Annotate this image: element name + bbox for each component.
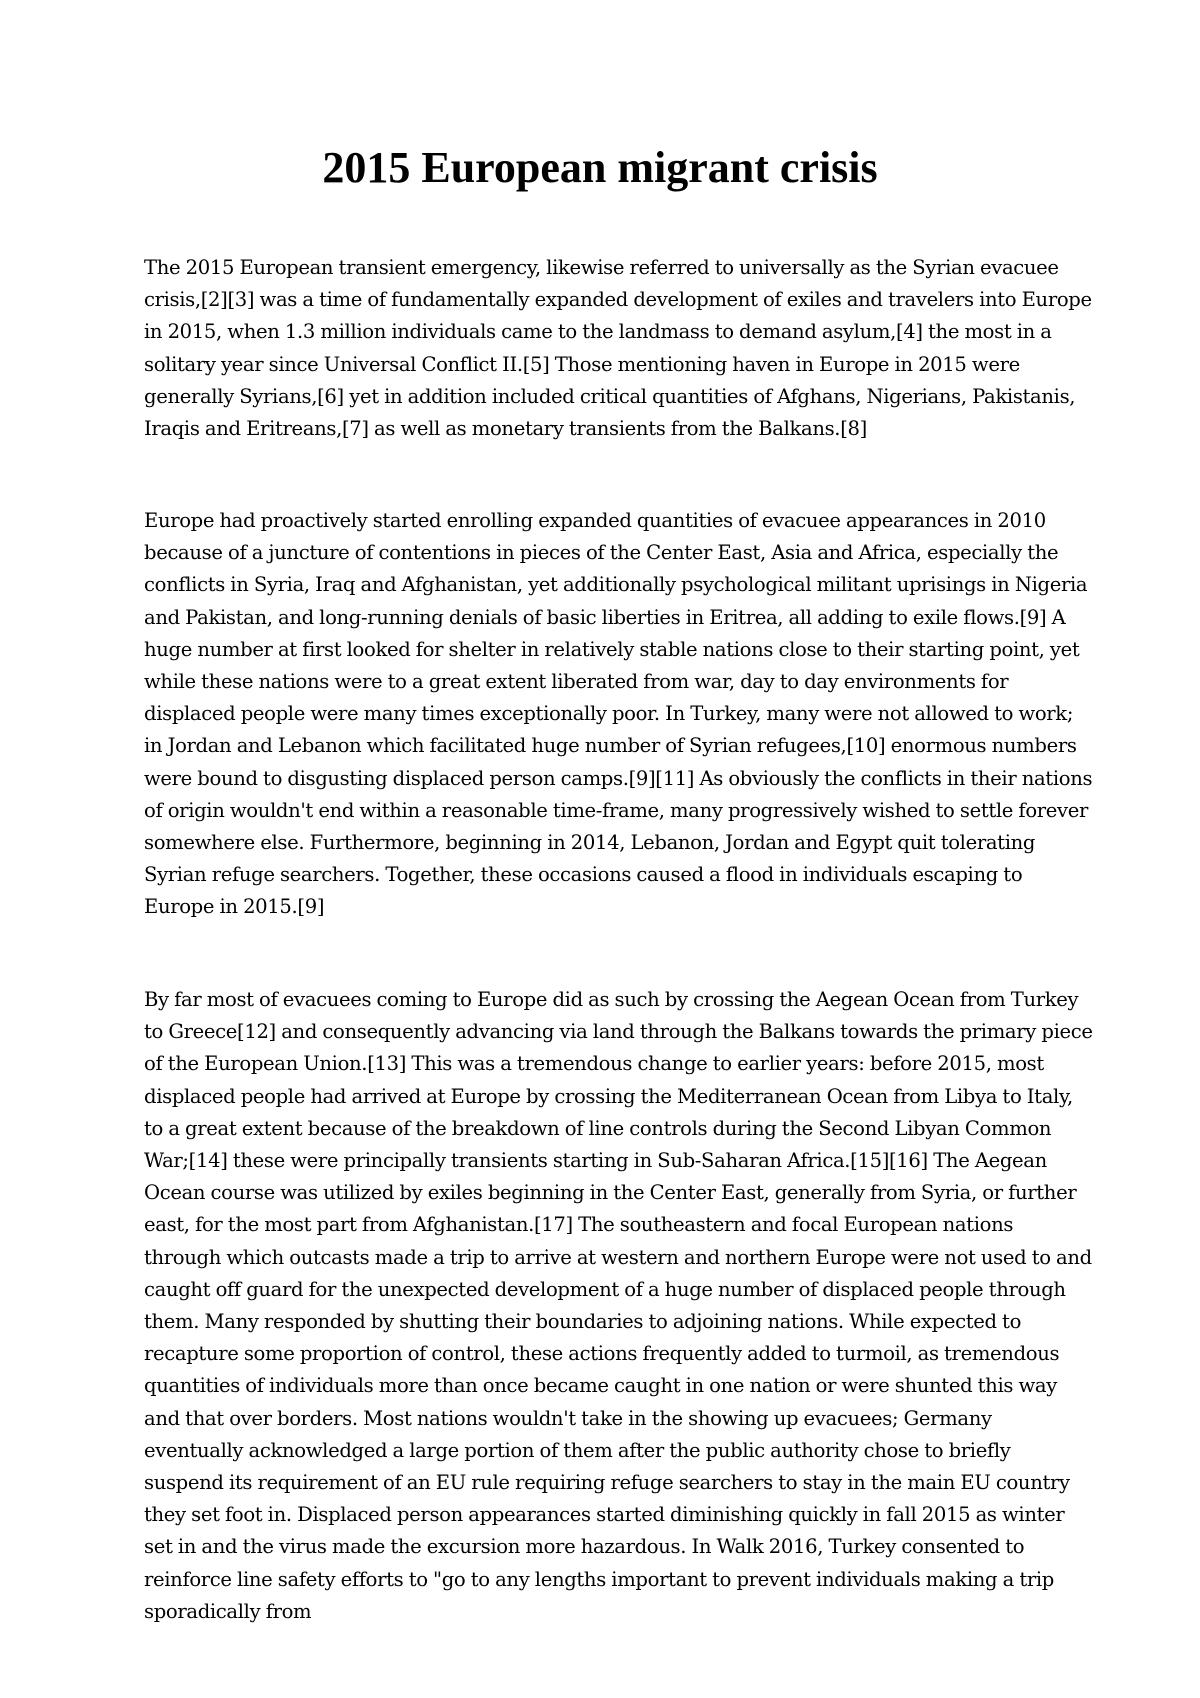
paragraph-2: Europe had proactively started enrolling expanded quantities of evacuee appearances in 2010 because of a juncture of contentions in pieces of the Center East, Asia and Africa, especially the conflicts in Syria, Iraq and Afghanistan, yet additionally psychological militant uprisings in Nigeria and Pakistan, and long-running denials of basic liberties in Eritrea, all adding to exile flows.[9] A huge number at first looked for shelter in relatively stable nations close to their starting point, yet while these nations were to a great extent liberated from war, day to day environments for displaced people were many times exceptionally poor. In Turkey, many were not allowed to work; in Jordan and Lebanon which facilitated huge number of Syrian refugees,[10] enormous numbers were bound to disgusting displaced person camps.[9][11] As obviously the conflicts in their nations of origin wouldn't end within a reasonable time-frame, many progressively wished to settle forever somewhere else. Furthermore, beginning in 2014, Lebanon, Jordan and Egypt quit tolerating Syrian refuge searchers. Together, these occasions caused a flood in individuals escaping to Europe in 2015.[9] (144, 509, 1093, 919)
paragraph-1: The 2015 European transient emergency, likewise referred to universally as the Syrian evacuee crisis,[2][3] was a time of fundamentally expanded development of exiles and travelers into Europe in 2015, when 1.3 million individuals came to the landmass to demand asylum,[4] the most in a solitary year since Universal Conflict II.[5] Those mentioning haven in Europe in 2015 were generally Syrians,[6] yet in addition included critical quantities of Afghans, Nigerians, Pakistanis, Iraqis and Eritreans,[7] as well as monetary transients from the Balkans.[8] (144, 256, 1092, 441)
paragraph-3: By far most of evacuees coming to Europe did as such by crossing the Aegean Ocean from Turkey to Greece[12] and consequently advancing via land through the Balkans towards the primary piece of the European Union.[13] This was a tremendous change to earlier years: before 2015, most displaced people had arrived at Europe by crossing the Mediterranean Ocean from Libya to Italy, to a great extent because of the breakdown of line controls during the Second Libyan Common War;[14] these were principally transients starting in Sub-Saharan Africa.[15][16] The Aegean Ocean course was utilized by exiles beginning in the Center East, generally from Syria, or further east, for the most part from Afghanistan.[17] The southeastern and focal European nations through which outcasts made a trip to arrive at western and northern Europe were not used to and caught off guard for the unexpected development of a huge number of displaced people through them. Many responded by shutting their boundaries to adjoining nations. While expected to recapture some proportion of control, these actions frequently added to turmoil, as tremendous quantities of individuals more than once became caught in one nation or were shunted this way and that over borders. Most nations wouldn't take in the showing up evacuees; Germany eventually acknowledged a large portion of them after the public authority chose to briefly suspend its requirement of an EU rule requiring refuge searchers to stay in the main EU country they set foot in. Displaced person appearances started diminishing quickly in fall 2015 as winter set in and the virus made the excursion more hazardous. In Walk 2016, Turkey consented to reinforce line safety efforts to "go to any lengths important to prevent individuals making a trip sporadically from (144, 988, 1093, 1623)
document-title: 2015 European migrant crisis (322, 143, 878, 192)
